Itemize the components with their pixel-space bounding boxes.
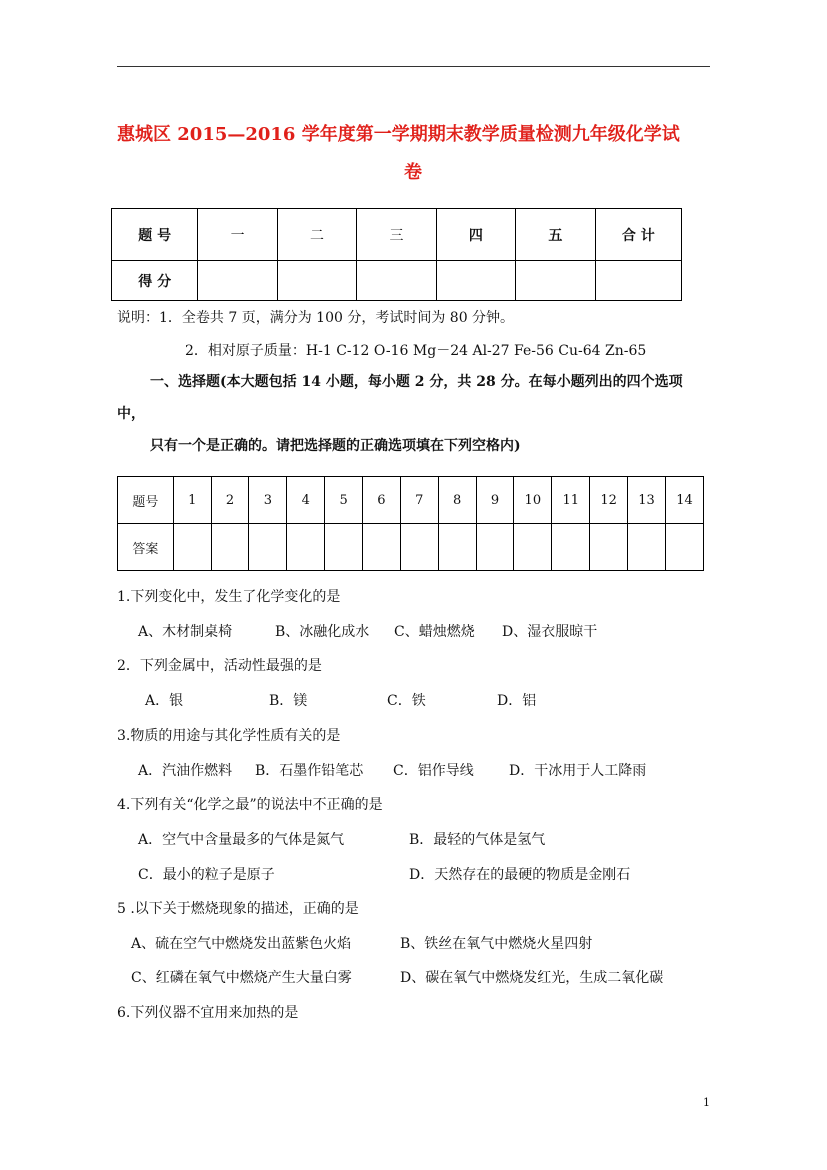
question-number-cell: 2 xyxy=(211,477,249,524)
question-1-option-c: C、蜡烛燃烧 xyxy=(394,624,475,640)
instruction-line2: 2．相对原子质量：H-1 C-12 O-16 Mg－24 Al-27 Fe-56 Cu-64 Zn-65 xyxy=(185,343,647,359)
question-4-option-a: A．空气中含量最多的气体是氮气 xyxy=(138,832,345,848)
question-number-cell: 10 xyxy=(514,477,552,524)
question-2-stem: 2．下列金属中，活动性最强的是 xyxy=(117,658,322,674)
answer-input-cell[interactable] xyxy=(173,524,211,571)
answer-input-cell[interactable] xyxy=(363,524,401,571)
question-number-cell: 7 xyxy=(400,477,438,524)
score-header-cell: 三 xyxy=(357,209,436,261)
answer-input-cell[interactable] xyxy=(514,524,552,571)
answer-row-label: 答案 xyxy=(118,524,174,571)
question-2-option-d: D．铝 xyxy=(497,693,537,709)
score-input-cell[interactable] xyxy=(516,261,595,301)
question-number-cell: 12 xyxy=(590,477,628,524)
question-number-cell: 1 xyxy=(173,477,211,524)
question-number-cell: 14 xyxy=(665,477,703,524)
answer-input-cell[interactable] xyxy=(552,524,590,571)
answer-input-cell[interactable] xyxy=(665,524,703,571)
question-5-option-d: D、碳在氧气中燃烧发红光，生成二氧化碳 xyxy=(400,970,664,986)
section1-heading-line3: 只有一个是正确的。请把选择题的正确选项填在下列空格内) xyxy=(150,438,521,454)
answer-input-cell[interactable] xyxy=(628,524,666,571)
question-number-cell: 8 xyxy=(438,477,476,524)
score-input-cell[interactable] xyxy=(277,261,356,301)
question-number-cell: 6 xyxy=(363,477,401,524)
question-1-option-a: A、木材制桌椅 xyxy=(138,624,233,640)
score-header-cell: 合 计 xyxy=(595,209,681,261)
answer-input-cell[interactable] xyxy=(287,524,325,571)
question-number-cell: 11 xyxy=(552,477,590,524)
question-3-option-c: C．铝作导线 xyxy=(393,763,474,779)
question-5-option-c: C、红磷在氧气中燃烧产生大量白雾 xyxy=(131,970,352,986)
question-number-cell: 3 xyxy=(249,477,287,524)
question-2-option-b: B．镁 xyxy=(269,693,308,709)
score-header-cell: 一 xyxy=(198,209,277,261)
score-input-cell[interactable] xyxy=(595,261,681,301)
score-header-cell: 题 号 xyxy=(112,209,198,261)
answer-input-cell[interactable] xyxy=(400,524,438,571)
question-6-stem: 6.下列仪器不宜用来加热的是 xyxy=(117,1005,299,1021)
question-2-option-a: A．银 xyxy=(145,693,184,709)
answer-table xyxy=(117,476,704,571)
question-1-option-b: B、冰融化成水 xyxy=(275,624,370,640)
score-input-cell[interactable] xyxy=(198,261,277,301)
answer-input-cell[interactable] xyxy=(476,524,514,571)
answer-input-cell[interactable] xyxy=(325,524,363,571)
instruction-line1: 说明：1．全卷共 7 页，满分为 100 分，考试时间为 80 分钟。 xyxy=(117,310,515,326)
question-3-option-d: D．干冰用于人工降雨 xyxy=(509,763,647,779)
score-header-cell: 五 xyxy=(516,209,595,261)
question-3-stem: 3.物质的用途与其化学性质有关的是 xyxy=(117,728,341,744)
score-header-cell: 四 xyxy=(436,209,515,261)
question-5-option-b: B、铁丝在氧气中燃烧火星四射 xyxy=(400,936,593,952)
page-number: 1 xyxy=(703,1096,710,1109)
exam-title-line2: 卷 xyxy=(404,162,422,183)
question-4-option-c: C．最小的粒子是原子 xyxy=(138,867,275,883)
score-input-cell[interactable] xyxy=(436,261,515,301)
score-table xyxy=(111,208,682,301)
score-header-cell: 二 xyxy=(277,209,356,261)
question-4-stem: 4.下列有关“化学之最”的说法中不正确的是 xyxy=(117,797,383,813)
question-number-cell: 4 xyxy=(287,477,325,524)
question-5-option-a: A、硫在空气中燃烧发出蓝紫色火焰 xyxy=(131,936,352,952)
answer-input-cell[interactable] xyxy=(249,524,287,571)
answer-row-label: 题号 xyxy=(118,477,174,524)
answer-input-cell[interactable] xyxy=(590,524,628,571)
score-input-cell[interactable] xyxy=(357,261,436,301)
question-number-cell: 5 xyxy=(325,477,363,524)
question-2-option-c: C．铁 xyxy=(387,693,426,709)
question-1-option-d: D、湿衣服晾干 xyxy=(502,624,598,640)
answer-input-cell[interactable] xyxy=(211,524,249,571)
question-1-stem: 1.下列变化中，发生了化学变化的是 xyxy=(117,589,341,605)
score-row-label: 得 分 xyxy=(112,261,198,301)
exam-title-line1: 惠城区 2015—2016 学年度第一学期期末教学质量检测九年级化学试 xyxy=(117,124,680,145)
question-3-option-a: A．汽油作燃料 xyxy=(138,763,233,779)
section1-heading-line2: 中， xyxy=(117,406,145,422)
section1-heading-line1: 一、选择题(本大题包括 14 小题，每小题 2 分，共 28 分。在每小题列出的四个选项 xyxy=(150,374,683,390)
header-rule xyxy=(117,66,710,67)
question-3-option-b: B．石墨作铅笔芯 xyxy=(255,763,364,779)
question-number-cell: 13 xyxy=(628,477,666,524)
question-4-option-b: B．最轻的气体是氢气 xyxy=(409,832,546,848)
answer-input-cell[interactable] xyxy=(438,524,476,571)
question-number-cell: 9 xyxy=(476,477,514,524)
question-4-option-d: D．天然存在的最硬的物质是金刚石 xyxy=(409,867,631,883)
question-5-stem: 5 .以下关于燃烧现象的描述，正确的是 xyxy=(117,901,359,917)
